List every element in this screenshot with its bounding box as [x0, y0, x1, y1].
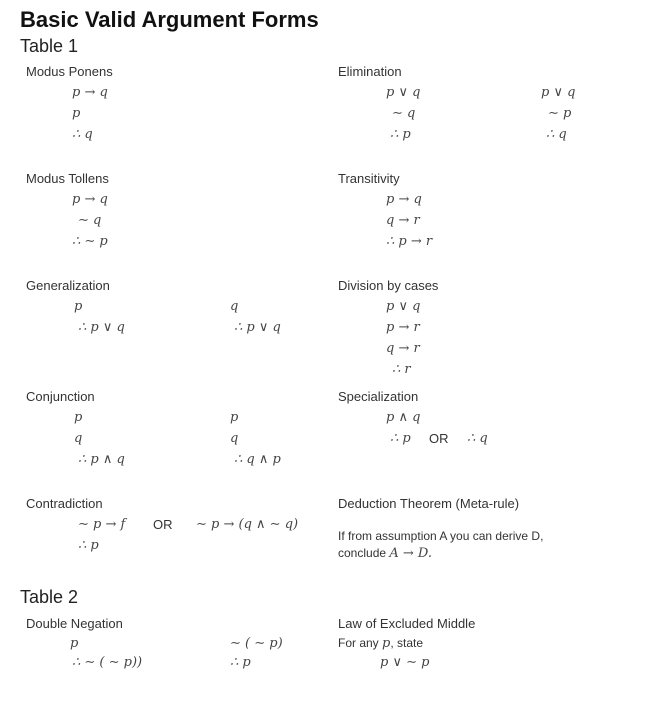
excluded-middle-formula: p ∨ ∼ p	[380, 655, 430, 670]
modus-ponens-premise-2: p	[72, 106, 81, 121]
excluded-middle-label: Law of Excluded Middle	[338, 616, 476, 631]
specialization-conclusion-p: ∴ p	[390, 431, 411, 446]
conjunction-a-conclusion: ∴ p ∧ q	[78, 452, 125, 467]
division-by-cases-premise-3: q → r	[386, 341, 420, 356]
conjunction-a-premise-2: q	[74, 431, 83, 446]
conjunction-b-premise-2: q	[230, 431, 239, 446]
elimination-a-conclusion: ∴ p	[390, 127, 411, 142]
contradiction-label: Contradiction	[26, 496, 103, 511]
specialization-conclusion-q: ∴ q	[467, 431, 488, 446]
generalization-label: Generalization	[26, 278, 110, 293]
elimination-a-premise-2: ∼ q	[392, 106, 416, 121]
generalization-a-premise: p	[74, 299, 83, 314]
deduction-theorem-text-1: If from assumption A you can derive D,	[338, 529, 544, 543]
specialization-premise: p ∧ q	[386, 410, 421, 425]
generalization-b-premise: q	[230, 299, 239, 314]
table-2-heading: Table 2	[20, 587, 79, 607]
table-1-heading: Table 1	[20, 36, 79, 56]
transitivity-conclusion: ∴ p → r	[386, 234, 433, 249]
excluded-middle-suffix: , state	[390, 636, 424, 650]
elimination-b-premise-2: ∼ p	[548, 106, 572, 121]
transitivity-label: Transitivity	[338, 171, 400, 186]
generalization-b-conclusion: ∴ p ∨ q	[234, 320, 281, 335]
excluded-middle-prefix: For any	[338, 636, 379, 650]
contradiction-premise-b: ∼ p → (q ∧ ∼ q)	[196, 517, 299, 532]
transitivity-premise-1: p → q	[386, 192, 422, 207]
deduction-theorem-label: Deduction Theorem (Meta-rule)	[338, 496, 520, 511]
deduction-theorem-formula: A → D.	[389, 546, 433, 561]
elimination-a-premise-1: p ∨ q	[386, 85, 421, 100]
specialization-or: OR	[429, 431, 449, 446]
modus-tollens-premise-2: ∼ q	[78, 213, 102, 228]
excluded-middle-statement	[338, 636, 423, 651]
deduction-theorem-conclude: conclude	[338, 546, 387, 560]
modus-tollens-label: Modus Tollens	[26, 171, 109, 186]
double-negation-a-conclusion: ∴ ∼ ( ∼ p))	[72, 655, 143, 670]
contradiction-premise-a: ∼ p → f	[78, 517, 126, 532]
double-negation-b-premise: ∼ ( ∼ p)	[230, 636, 283, 651]
double-negation-a-premise: p	[70, 636, 79, 651]
deduction-theorem-text-2	[338, 546, 432, 561]
elimination-label: Elimination	[338, 64, 402, 79]
modus-ponens-premise-1: p → q	[72, 85, 108, 100]
conjunction-b-premise-1: p	[230, 410, 239, 425]
double-negation-label: Double Negation	[26, 616, 123, 631]
page-title: Basic Valid Argument Forms	[20, 7, 319, 32]
elimination-b-conclusion: ∴ q	[546, 127, 567, 142]
contradiction-or: OR	[153, 517, 173, 532]
modus-ponens-label: Modus Ponens	[26, 64, 113, 79]
generalization-a-conclusion: ∴ p ∨ q	[78, 320, 125, 335]
modus-tollens-premise-1: p → q	[72, 192, 108, 207]
specialization-label: Specialization	[338, 389, 419, 404]
excluded-middle-var: p	[382, 636, 391, 651]
division-by-cases-conclusion: ∴ r	[392, 362, 411, 377]
division-by-cases-label: Division by cases	[338, 278, 439, 293]
conjunction-b-conclusion: ∴ q ∧ p	[234, 452, 281, 467]
modus-tollens-conclusion: ∴ ∼ p	[72, 234, 108, 249]
conjunction-a-premise-1: p	[74, 410, 83, 425]
elimination-b-premise-1: p ∨ q	[541, 85, 576, 100]
transitivity-premise-2: q → r	[386, 213, 420, 228]
modus-ponens-conclusion: ∴ q	[72, 127, 93, 142]
division-by-cases-premise-1: p ∨ q	[386, 299, 421, 314]
division-by-cases-premise-2: p → r	[386, 320, 420, 335]
conjunction-label: Conjunction	[26, 389, 95, 404]
double-negation-b-conclusion: ∴ p	[230, 655, 251, 670]
contradiction-conclusion: ∴ p	[78, 538, 99, 553]
